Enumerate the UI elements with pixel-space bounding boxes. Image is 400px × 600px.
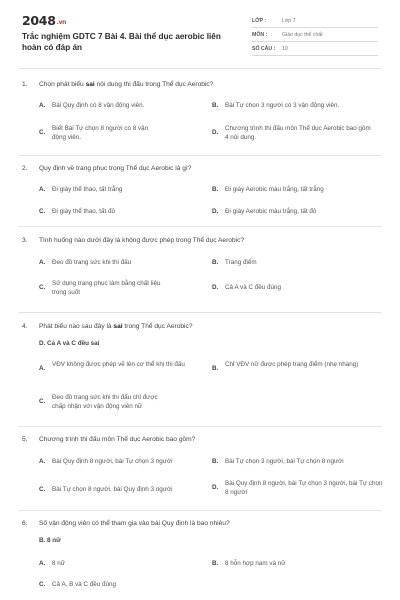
divider — [18, 426, 382, 427]
question-number: 5. — [22, 436, 28, 443]
option-b[interactable]: B. Chỉ VĐV nữ được phép trang điểm (nhẹ nhàng) — [212, 361, 359, 372]
question-1: 1. Chọn phát biểu sai nội dung thi đấu trong Thể dục Aerobic? A. Bài Quy định có 8 vận động viên. B. Bài Tự chọn 3 người có 3 vận động viên. C. Biết Bài Tự chọn 8 người có 8 vận động viên. D. Chương trình thi đấu môn Thể dục Aerobic bao gồm 4 nội dung. — [22, 80, 380, 89]
question-4 — [22, 322, 380, 410]
question-text: Chọn phát biểu sai nội dung thi đấu trong Thể dục Aerobic? — [39, 81, 214, 88]
question-stem — [22, 236, 380, 245]
answer-line: D. Cả A và C đều sai — [39, 340, 100, 347]
logo-suffix: .vn — [56, 19, 67, 26]
meta-label: MÔN : — [252, 31, 268, 38]
divider — [18, 510, 382, 511]
option-a[interactable]: A. VĐV không được phép vẽ lên cơ thể khi thi đấu — [39, 361, 185, 372]
option-c[interactable]: C. Biết Bài Tự chọn 8 người có 8 vận động viên. — [39, 125, 149, 141]
divider — [18, 68, 382, 69]
meta-value: 10 — [282, 45, 288, 52]
question-6: 6. Số vận động viên có thể tham gia vào bài Quy định là bao nhiêu? B. 8 nữ A. 8 nữ B. 8 hỗn hợp nam và nữ C. Cả A, B và C đều đúng — [22, 519, 380, 528]
question-text: Quy định về trang phục trong Thể dục Aerobic là gì? — [39, 165, 192, 172]
meta-row-subject — [252, 28, 378, 42]
document-title: Trắc nghiệm GDTC 7 Bài 4. Bài thể dục aerobic liên hoàn có đáp án — [22, 32, 221, 52]
answer-line: B. 8 nữ — [39, 537, 61, 544]
question-text: Tình huống nào dưới đây là không được phép trong Thể dục Aerobic? — [39, 237, 245, 244]
option-c[interactable]: C. Đeo đồ trang sức khi thi đấu chỉ được chấp nhận với vận động viên nữ — [39, 394, 158, 410]
question-text: Phát biểu nào sau đây là sai trong Thể dục Aerobic? — [39, 323, 193, 330]
question-number: 3. — [22, 237, 28, 244]
question-stem — [22, 435, 380, 444]
meta-row-count — [252, 42, 378, 56]
question-5: 5. Chương trình thi đấu môn Thể dục Aerobic bao gồm? A. Bài Quy định 8 người, bài Tự chọn 3 người B. Bài Tự chọn 3 người, bài Tự chọn 8 người C. Bài Tự chọn 8 người, bài Quy định 3 người D. Bài Quy định 8 người, bài Tự chọn 3 người, bài Tự chọn 8 người — [22, 435, 380, 444]
question-number: 2. — [22, 165, 28, 172]
site-logo[interactable] — [22, 13, 66, 28]
option-d[interactable]: D. Bài Quy định 8 người, bài Tự chọn 3 người, bài Tự chọn 8 người — [212, 480, 383, 496]
question-stem — [22, 322, 380, 331]
question-number: 6. — [22, 520, 28, 527]
question-stem — [22, 164, 380, 173]
option-d[interactable]: D. Chương trình thi đấu môn Thể dục Aerobic bao gồm 4 nội dung. — [212, 125, 371, 141]
question-2: 2. Quy định về trang phục trong Thể dục Aerobic là gì? A. Đi giày thể thao, tất trắng B. Đi giày Aerobic màu trắng, tất trắng C. Đi giày thể thao, tất đỏ D. Đi giày Aerobic màu trắng, tất đỏ — [22, 164, 380, 173]
meta-row-class — [252, 14, 378, 28]
question-stem — [22, 80, 380, 89]
divider — [18, 312, 382, 313]
logo-main: 2048 — [22, 13, 56, 28]
question-number: 1. — [22, 81, 28, 88]
meta-label: SỐ CÂU : — [252, 45, 276, 52]
question-text: Chương trình thi đấu môn Thể dục Aerobic bao gồm? — [39, 436, 196, 443]
question-stem — [22, 519, 380, 528]
meta-value: Lớp 7 — [282, 17, 296, 24]
meta-label: LỚP : — [252, 17, 267, 24]
option-c[interactable]: C. Sử dụng trang phục làm bằng chất liệu trong suốt — [39, 280, 161, 296]
meta-value: Giáo dục thể chất — [282, 31, 323, 38]
question-3: 3. Tình huống nào dưới đây là không được phép trong Thể dục Aerobic? A. Đeo đồ trang sức khi thi đấu B. Trang điểm C. Sử dụng trang phục làm bằng chất liệu trong suốt D. Cả A và C đều đúng — [22, 236, 380, 245]
meta-table — [252, 14, 378, 56]
question-text: Số vận động viên có thể tham gia vào bài Quy định là bao nhiêu? — [39, 520, 230, 527]
divider — [18, 226, 382, 227]
divider — [18, 155, 382, 156]
page-header — [0, 0, 400, 64]
question-number: 4. — [22, 323, 28, 330]
